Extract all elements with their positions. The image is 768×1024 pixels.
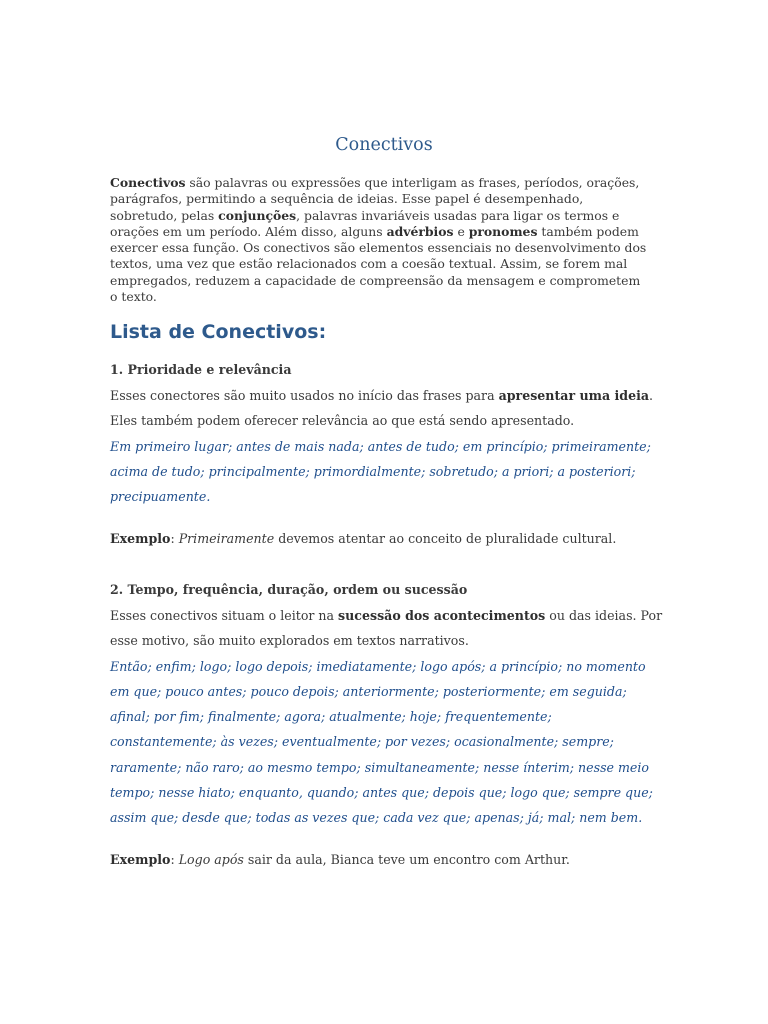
intro-text-4: também podem exercer essa função. Os conectivos são elementos essenciais no desenvolvimento dos textos, uma vez que estão relacionados com a coesão textual. Assim, se forem mal empregados, reduzem a capacidade de compreensão da mensagem e comprometem o texto.: [110, 223, 647, 305]
intro-conjuncoes: conjunções: [218, 207, 297, 223]
example-text: devemos atentar ao conceito de pluralidade cultural.: [274, 531, 617, 546]
example-line: [110, 531, 616, 546]
description-text: . Eles também podem oferecer relevância ao que está sendo apresentado.: [110, 388, 654, 429]
intro-adverbios: advérbios: [386, 223, 454, 239]
section-title: 1. Prioridade e relevância: [110, 362, 292, 377]
example-label: Exemplo: [110, 852, 171, 867]
example-italic: Primeiramente: [178, 531, 275, 546]
intro-paragraph: [110, 175, 650, 305]
example-separator: :: [170, 852, 179, 867]
connectives-list: Em primeiro lugar; antes de mais nada; antes de tudo; em princípio; primeiramente; acima de tudo; principalmente; primordialmente; sobretudo; a priori; a posteriori; precipuamente.: [110, 438, 651, 505]
example-line: [110, 852, 570, 867]
section-description: [110, 383, 670, 434]
description-text: ou das ideias. Por esse motivo, são muito explorados em textos narrativos.: [110, 608, 663, 649]
example-separator: :: [170, 531, 179, 546]
description-text: Esses conectivos situam o leitor na: [110, 608, 339, 623]
intro-text-3: e: [453, 223, 469, 239]
page-title: Conectivos: [335, 135, 433, 155]
description-bold: apresentar uma ideia: [498, 388, 650, 403]
section-time: [110, 582, 670, 831]
intro-term: Conectivos: [110, 175, 186, 190]
section-title: 2. Tempo, frequência, duração, ordem ou sucessão: [110, 582, 468, 597]
example-label: Exemplo: [110, 531, 171, 546]
intro-pronomes: pronomes: [468, 223, 538, 239]
section-description: [110, 603, 670, 654]
description-bold: sucessão dos acontecimentos: [338, 608, 546, 623]
example-italic: Logo após: [178, 852, 244, 867]
connectives-list: Então; enfim; logo; logo depois; imediatamente; logo após; a princípio; no momento em que; pouco antes; pouco depois; anteriormente; posteriormente; em seguida; afinal; por fim; finalmente; agora; atualmente; hoje; frequentemente; constantemente; às vezes; eventualmente; por vezes; ocasionalmente; sempre; raramente; não raro; ao mesmo tempo; simultaneamente; nesse ínterim; nesse meio tempo; nesse hiato; enquanto, quando; antes que; depois que; logo que; sempre que; assim que; desde que; todas as vezes que; cada vez que; apenas; já; mal; nem bem.: [110, 658, 653, 826]
intro-text-2: , palavras invariáveis usadas para ligar os termos e orações em um período. Além disso, alguns: [110, 207, 620, 239]
example-text: sair da aula, Bianca teve um encontro com Arthur.: [243, 852, 570, 867]
description-text: Esses conectores são muito usados no início das frases para: [110, 388, 499, 403]
intro-text-1: são palavras ou expressões que interligam as frases, períodos, orações, parágrafos, permitindo a sequência de ideias. Esse papel é desempenhado, sobretudo, pelas: [110, 175, 640, 223]
list-heading: Lista de Conectivos:: [110, 321, 327, 343]
section-priority: [110, 362, 670, 509]
